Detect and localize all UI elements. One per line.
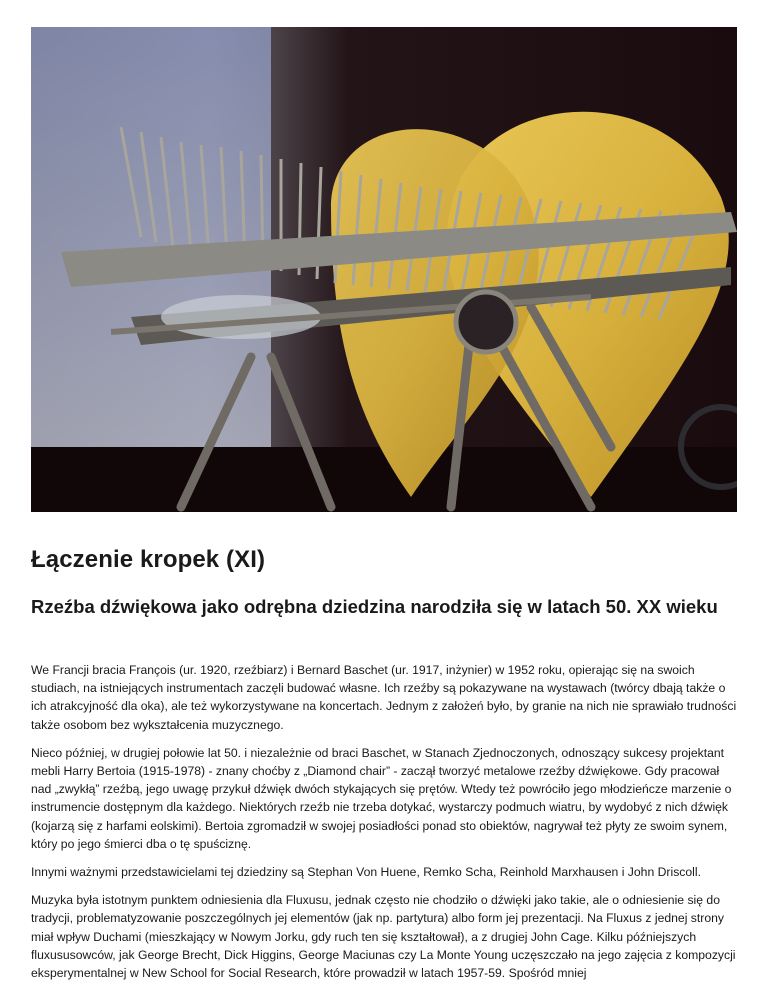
paragraph: Innymi ważnymi przedstawicielami tej dziedziny są Stephan Von Huene, Remko Scha, Reinhold Marxhausen i John Driscoll. — [31, 865, 701, 880]
paragraph: Muzyka była istotnym punktem odniesienia dla Fluxusu, jednak często nie chodziło o dźwięki jako takie, ale o odniesienie się do tradycji, problematyzowanie poszczególnych jej elementów (jak np. partytura) albo form jej prezentacji. Na Fluxus z jednej strony miał wpływ Duchami (mieszkający w Nowym Jorku, gdy ruch ten się kształtował), a z drugiej John Cage. Kilku późniejszych fluxususowców, jak George Brecht, Dick Higgins, George Maciunas czy La Monte Young uczęszczało na jego zajęcia z kompozycji eksperymentalnej w New School for Social Research, które prowadził w latach 1957-59. Spośród mniej — [31, 893, 736, 981]
article-subtitle: Rzeźba dźwiękowa jako odrębna dziedzina narodziła się w latach 50. XX wieku — [31, 596, 718, 617]
paragraph: Nieco później, w drugiej połowie lat 50. i niezależnie od braci Baschet, w Stanach Zjednoczonych, odnoszący sukcesy projektant mebli Harry Bertoia (1915-1978) - znany choćby z „Diamond chair” - zaczął tworzyć metalowe rzeźby dźwiękowe. Gdy pracował nad „zwykłą” rzeźbą, jego uwagę przykuł dźwięk dwóch stykających się prętów. Wtedy też powróciło jego młodzieńcze marzenie o instrumencie dostępnym dla każdego. Niektórych rzeźb nie trzeba dotykać, wystarczy podmuch wiatru, by wydobyć z nich dźwięk (kojarzą się z harfami eolskimi). Bertoia zgromadził w swojej posiadłości ponad sto obiektów, nagrywał też płyty ze swoim synem, który po jego śmierci dba o tę spuściznę. — [31, 745, 732, 851]
article-body — [31, 661, 737, 992]
hero-photo — [31, 27, 737, 512]
page-title: Łączenie kropek (XI) — [31, 546, 266, 573]
sound-sculpture-illustration — [31, 27, 737, 512]
paragraph: We Francji bracia François (ur. 1920, rzeźbiarz) i Bernard Baschet (ur. 1917, inżynier) w 1952 roku, opierając się na swoich studiach, na istniejących instrumentach zaczęli budować własne. Ich rzeźby są pokazywane na wystawach (twórcy dbają także o ich atrakcyjność dla oka), ale też wykorzystywane na koncertach. Jednym z założeń było, by granie na nich nie sprawiało trudności także osobom bez wykształcenia muzycznego. — [31, 663, 737, 732]
